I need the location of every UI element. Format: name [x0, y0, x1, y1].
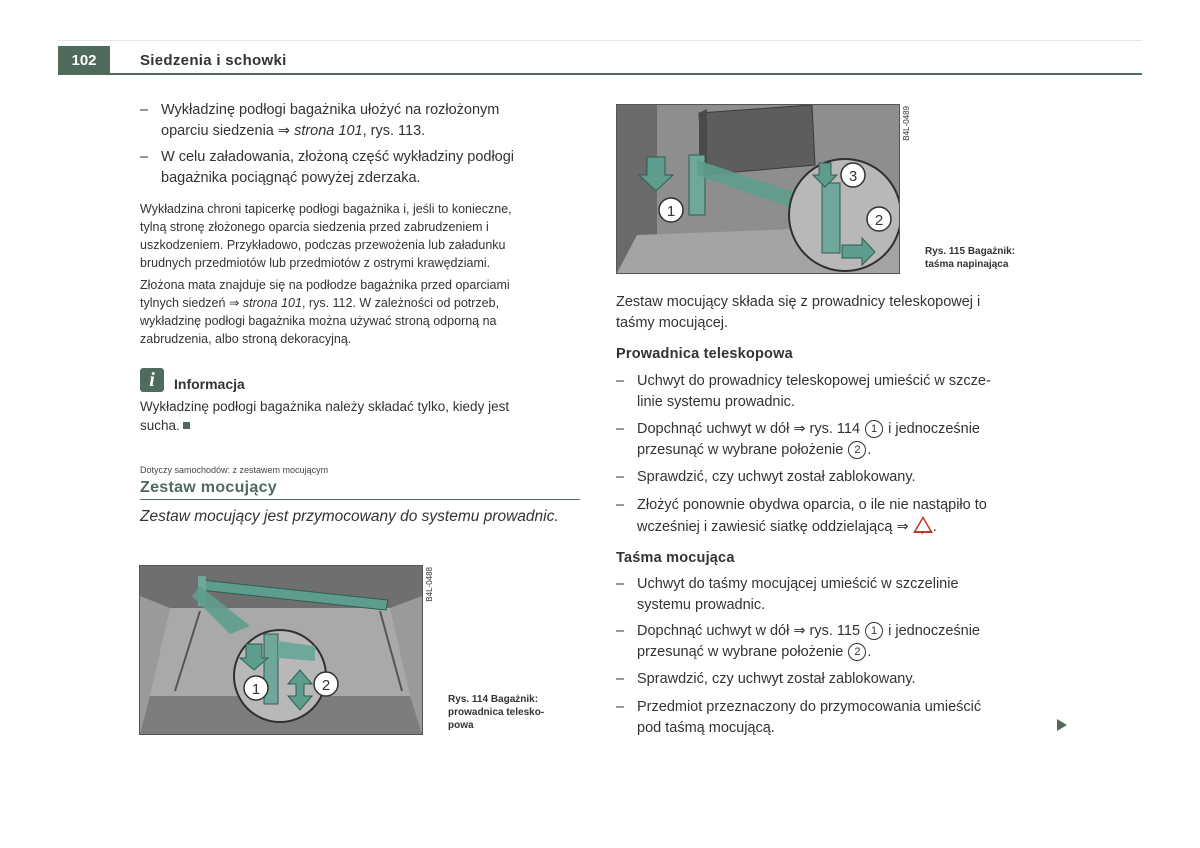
trunk-strap-illustration [617, 105, 899, 273]
info-icon: i [140, 368, 164, 392]
list-item: – Dopchnąć uchwyt w dół ⇒ rys. 114 1 i jednocześnie przesunąć w wybrane położenie 2 . [616, 421, 980, 458]
callout-number: 2 [848, 441, 866, 459]
end-marker-icon [183, 422, 190, 429]
figure-label: 1 [666, 203, 676, 220]
top-rule [58, 40, 1142, 41]
callout-number: 1 [865, 622, 883, 640]
list-item: – Uchwyt do taśmy mocującej umieścić w szczelinie systemu prowadnic. [616, 576, 959, 613]
page-link[interactable]: strona 101 [294, 123, 363, 139]
page-number: 102 [58, 46, 110, 74]
paragraph: Złożona mata znajduje się na podłodze bagażnika przed oparciami tylnych siedzeń ⇒ strona 101, rys. 112. W zależności od potrzeb, wykładzinę podłogi bagażnika można używać stroną odporną na zabrudzenia, albo stroną dekoracyjną. [140, 278, 510, 346]
list-item: – W celu załadowania, złożoną część wykładziny podłogi bagażnika pociągnąć powyżej zderzaka. [140, 149, 515, 186]
callout-number: 1 [865, 420, 883, 438]
page-link[interactable]: strona 101 [242, 296, 302, 310]
paragraph: Wykładzina chroni tapicerkę podłogi bagażnika i, jeśli to konieczne, tylną stronę złożonego oparcia siedzenia przed zabrudzeniem i uszkodzeniem. Przykładowo, podczas przewożenia lub załadunku brudnych przedmiotów lub przedmiotów z ostrymi krawędziami. [140, 202, 512, 270]
figure-114 [139, 565, 423, 735]
list-item: – Wykładzinę podłogi bagażnika ułożyć na rozłożonym oparciu siedzenia ⇒ strona 101, rys. 113. [140, 102, 500, 139]
intro-text: Zestaw mocujący składa się z prowadnicy teleskopowej i taśmy mocującej. [616, 294, 981, 331]
figure-label: 2 [874, 212, 884, 229]
list-item: – Sprawdzić, czy uchwyt został zablokowany. [616, 671, 916, 687]
subsection-title: Prowadnica teleskopowa [616, 346, 793, 362]
info-text: Wykładzinę podłogi bagażnika należy składać tylko, kiedy jest sucha. [140, 399, 510, 433]
header-rule [58, 73, 1142, 75]
section-rule [140, 499, 580, 500]
figure-label: 2 [321, 677, 331, 694]
chapter-title: Siedzenia i schowki [140, 52, 287, 69]
next-page-arrow-icon[interactable] [1057, 719, 1067, 731]
section-lead: Zestaw mocujący jest przymocowany do systemu prowadnic. [140, 508, 559, 525]
figure-label: 3 [848, 168, 858, 185]
figure-caption: Rys. 115 Bagażnik: taśma napinająca [925, 246, 1016, 270]
callout-number: 2 [848, 643, 866, 661]
figure-code: B4L-0489 [902, 106, 911, 141]
figure-caption: Rys. 114 Bagażnik: prowadnica telesko- powa [448, 694, 545, 731]
list-item: – Przedmiot przeznaczony do przymocowania umieścić pod taśmą mocującą. [616, 699, 982, 736]
applies-note: Dotyczy samochodów: z zestawem mocującym [140, 465, 329, 475]
figure-115 [616, 104, 900, 274]
warning-icon[interactable]: ! [913, 516, 933, 533]
trunk-telescopic-illustration [140, 566, 422, 734]
section-title: Zestaw mocujący [140, 479, 277, 496]
subsection-title: Taśma mocująca [616, 550, 735, 566]
info-title: Informacja [174, 376, 245, 392]
list-item: – Złożyć ponownie obydwa oparcia, o ile nie nastąpiło to wcześniej i zawiesić siatkę oddzielającą ⇒ ! . [616, 497, 987, 536]
list-item: – Dopchnąć uchwyt w dół ⇒ rys. 115 1 i jednocześnie przesunąć w wybrane położenie 2 . [616, 623, 980, 660]
figure-label: 1 [251, 681, 261, 698]
list-item: – Uchwyt do prowadnicy teleskopowej umieścić w szcze- linie systemu prowadnic. [616, 373, 991, 410]
list-item: – Sprawdzić, czy uchwyt został zablokowany. [616, 469, 916, 485]
figure-code: B4L-0488 [425, 567, 434, 602]
